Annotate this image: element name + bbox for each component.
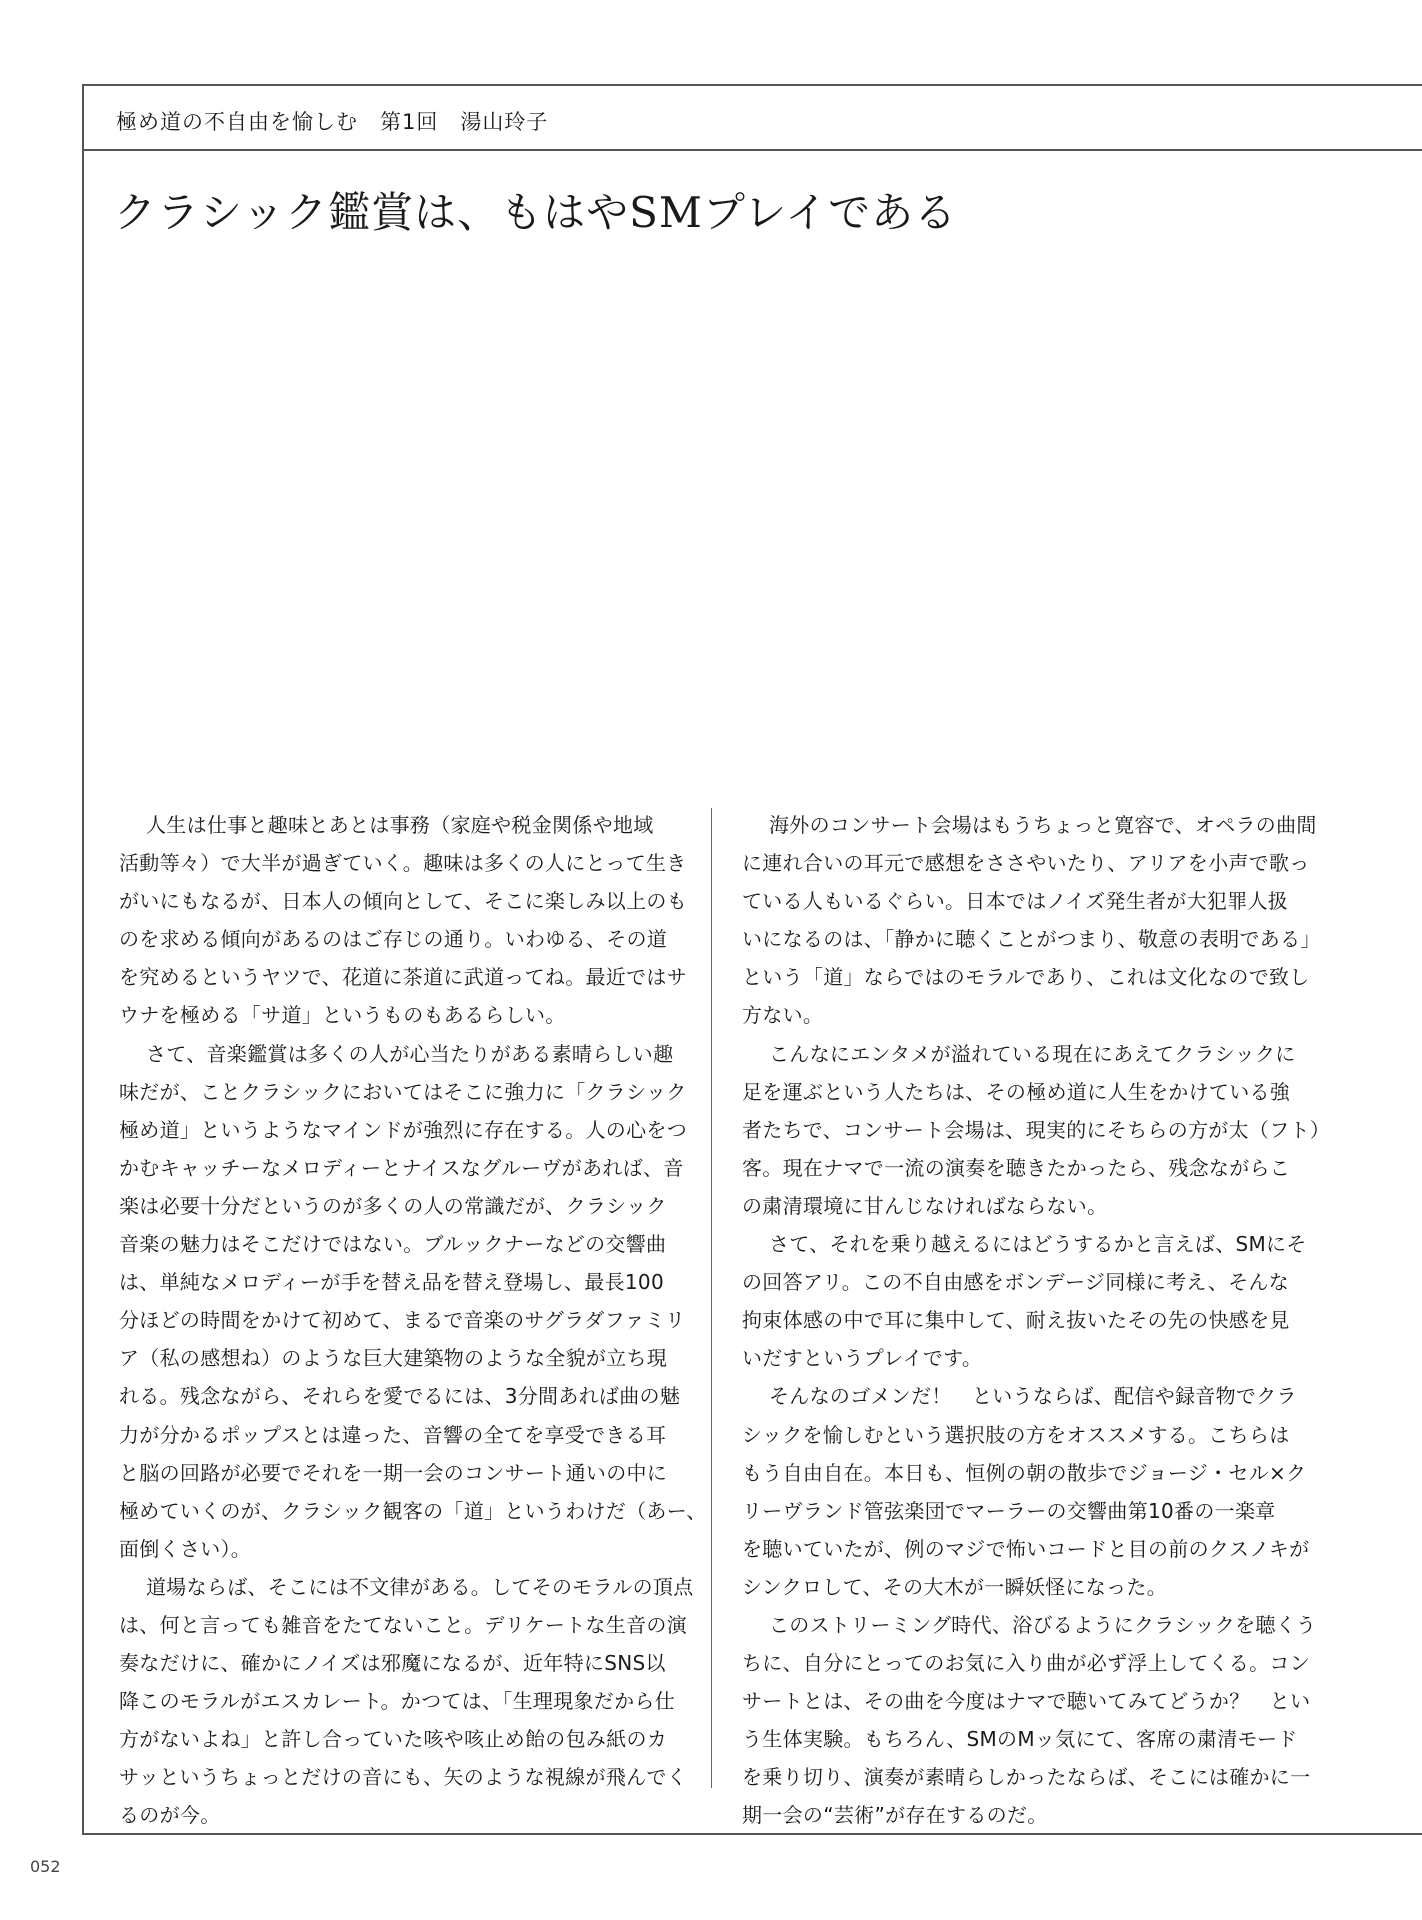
text-line: のを求める傾向があるのはご存じの通り。いわゆる、その道 bbox=[119, 927, 668, 952]
text-line: を究めるというヤツで、花道に茶道に武道ってね。最近ではサ bbox=[119, 965, 687, 990]
text-line: は、何と言っても雑音をたてないこと。デリケートな生音の演 bbox=[119, 1612, 687, 1637]
text-line: 足を運ぶという人たちは、その極め道に人生をかけている強 bbox=[742, 1079, 1291, 1104]
text-line: 味だが、ことクラシックにおいてはそこに強力に「クラシック bbox=[119, 1079, 687, 1104]
text-line: こんなにエンタメが溢れている現在にあえてクラシックに bbox=[769, 1041, 1296, 1066]
text-line: さて、それを乗り越えるにはどうするかと言えば、SMにそ bbox=[769, 1232, 1307, 1257]
text-line: 期一会の“芸術”が存在するのだ。 bbox=[742, 1803, 1048, 1828]
series-header bbox=[84, 86, 1422, 151]
text-line: 活動等々）で大半が過ぎていく。趣味は多くの人にとって生き bbox=[119, 851, 687, 876]
text-line: 音楽の魅力はそこだけではない。ブルックナーなどの交響曲 bbox=[119, 1232, 667, 1257]
text-line: は、単純なメロディーが手を替え品を替え登場し、最長100 bbox=[119, 1270, 664, 1295]
text-line: 面倒くさい）。 bbox=[119, 1536, 252, 1561]
page-number: 052 bbox=[30, 1857, 61, 1876]
column-divider bbox=[711, 808, 712, 1788]
text-line: を聴いていたが、例のマジで怖いコードと目の前のクスノキが bbox=[742, 1536, 1310, 1561]
text-line: いだすというプレイです。 bbox=[742, 1346, 983, 1371]
text-line: と脳の回路が必要でそれを一期一会のコンサート通いの中に bbox=[119, 1460, 668, 1485]
text-line: ア（私の感想ね）のような巨大建築物のような全貌が立ち現 bbox=[119, 1346, 668, 1371]
text-line: いになるのは、「静かに聴くことがつまり、敬意の表明である」 bbox=[742, 927, 1321, 952]
text-line: 分ほどの時間をかけて初めて、まるで音楽のサグラダファミリ bbox=[119, 1308, 686, 1333]
text-line: 者たちで、コンサート会場は、現実的にそちらの方が太（フト） bbox=[742, 1117, 1331, 1142]
text-line: シンクロして、その大木が一瞬妖怪になった。 bbox=[742, 1574, 1167, 1599]
text-line: ちに、自分にとってのお気に入り曲が必ず浮上してくる。コン bbox=[742, 1651, 1310, 1676]
text-line: サートとは、その曲を今度はナマで聴いてみてどうか？ とい bbox=[742, 1689, 1311, 1714]
article-title: クラシック鑑賞は、もはやSMプレイである bbox=[114, 188, 958, 237]
text-line: るのが今。 bbox=[119, 1803, 221, 1828]
text-line: 力が分かるポップスとは違った、音響の全てを享受できる耳 bbox=[119, 1422, 667, 1447]
text-line: 方がないよね」と許し合っていた咳や咳止め飴の包み紙のカ bbox=[119, 1727, 668, 1752]
series-title: 極め道の不自由を愉しむ 第1回 湯山玲子 bbox=[116, 110, 549, 134]
text-line: という「道」ならではのモラルであり、これは文化なので致し bbox=[742, 965, 1310, 990]
text-line: 極め道」というようなマインドが強烈に存在する。人の心をつ bbox=[119, 1117, 687, 1142]
text-line: の回答アリ。この不自由感をボンデージ同様に考え、そんな bbox=[742, 1270, 1290, 1295]
text-line: 方ない。 bbox=[742, 1003, 824, 1028]
text-line: 客。現在ナマで一流の演奏を聴きたかったら、残念ながらこ bbox=[742, 1155, 1291, 1180]
text-line: れる。残念ながら、それらを愛でるには、3分間あれば曲の魅 bbox=[119, 1384, 681, 1409]
text-line: シックを愉しむという選択肢の方をオススメする。こちらは bbox=[742, 1422, 1290, 1447]
text-line: 拘束体感の中で耳に集中して、耐え抜いたその先の快感を見 bbox=[742, 1308, 1290, 1333]
right-column bbox=[742, 806, 1331, 1835]
text-line: 道場ならば、そこには不文律がある。してそのモラルの頂点 bbox=[146, 1574, 694, 1599]
text-line: 人生は仕事と趣味とあとは事務（家庭や税金関係や地域 bbox=[146, 813, 654, 837]
article-frame bbox=[82, 84, 1422, 1835]
text-line: リーヴランド管弦楽団でマーラーの交響曲第10番の一楽章 bbox=[742, 1498, 1276, 1523]
text-line: サッというちょっとだけの音にも、矢のような視線が飛んでく bbox=[119, 1765, 687, 1790]
text-line: がいにもなるが、日本人の傾向として、そこに楽しみ以上のも bbox=[119, 889, 687, 914]
text-line: もう自由自在。本日も、恒例の朝の散歩でジョージ・セル×ク bbox=[742, 1460, 1307, 1485]
text-line: 海外のコンサート会場はもうちょっと寛容で、オペラの曲間 bbox=[769, 813, 1317, 837]
text-line: 極めていくのが、クラシック観客の「道」というわけだ（あー、 bbox=[119, 1498, 707, 1523]
text-line: 奏なだけに、確かにノイズは邪魔になるが、近年特にSNS以 bbox=[119, 1651, 666, 1676]
text-line: さて、音楽鑑賞は多くの人が心当たりがある素晴らしい趣 bbox=[146, 1041, 674, 1066]
text-line: う生体実験。もちろん、SMのMッ気にて、客席の粛清モード bbox=[742, 1727, 1298, 1752]
text-line: の粛清環境に甘んじなければならない。 bbox=[742, 1193, 1108, 1218]
text-line: ている人もいるぐらい。日本ではノイズ発生者が大犯罪人扱 bbox=[742, 889, 1289, 914]
text-line: このストリーミング時代、浴びるようにクラシックを聴くう bbox=[769, 1612, 1317, 1637]
left-column bbox=[119, 806, 707, 1835]
text-line: ウナを極める「サ道」というものもあるらしい。 bbox=[119, 1003, 566, 1028]
text-line: 降このモラルがエスカレート。かつては、「生理現象だから仕 bbox=[119, 1689, 675, 1714]
text-line: 楽は必要十分だというのが多くの人の常識だが、クラシック bbox=[119, 1193, 667, 1218]
text-line: そんなのゴメンだ！ というならば、配信や録音物でクラ bbox=[769, 1384, 1297, 1409]
text-line: かむキャッチーなメロディーとナイスなグルーヴがあれば、音 bbox=[119, 1155, 684, 1180]
text-line: に連れ合いの耳元で感想をささやいたり、アリアを小声で歌っ bbox=[742, 851, 1310, 876]
text-line: を乗り切り、演奏が素晴らしかったならば、そこには確かに一 bbox=[742, 1765, 1311, 1790]
